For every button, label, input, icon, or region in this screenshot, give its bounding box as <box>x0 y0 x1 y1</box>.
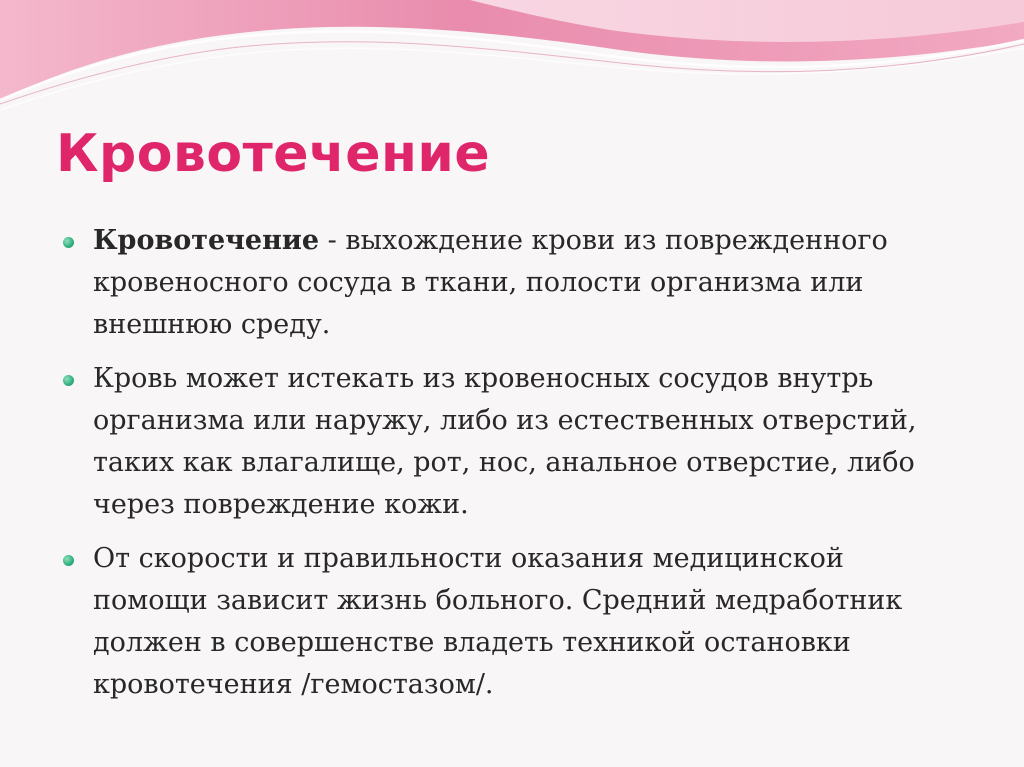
bullet-item-hemostasis <box>60 538 960 706</box>
bullet-text: Кровь может истекать из кровеносных сосудов внутрь организма или наружу, либо из естественных отверстий, таких как влагалище, рот, нос, анальное отверстие, либо через повреждение кожи. <box>93 363 917 520</box>
bullet-list <box>60 220 960 718</box>
bullet-dot-icon <box>63 375 74 386</box>
bullet-dot-icon <box>63 555 74 566</box>
slide-title: Кровотечение <box>56 124 491 184</box>
bullet-term: Кровотечение <box>93 225 320 256</box>
bullet-dot-icon <box>63 237 74 248</box>
bullet-item-bleeding-routes <box>60 358 960 526</box>
decorative-header-wave <box>0 0 1024 130</box>
bullet-text: - выхождение крови из поврежденного кровеносного сосуда в ткани, полости организма или внешнюю среду. <box>93 225 888 340</box>
bullet-item-definition <box>60 220 960 346</box>
bullet-text: От скорости и правильности оказания медицинской помощи зависит жизнь больного. Средний медработник должен в совершенстве владеть техникой остановки кровотечения /гемостазом/. <box>93 543 903 700</box>
